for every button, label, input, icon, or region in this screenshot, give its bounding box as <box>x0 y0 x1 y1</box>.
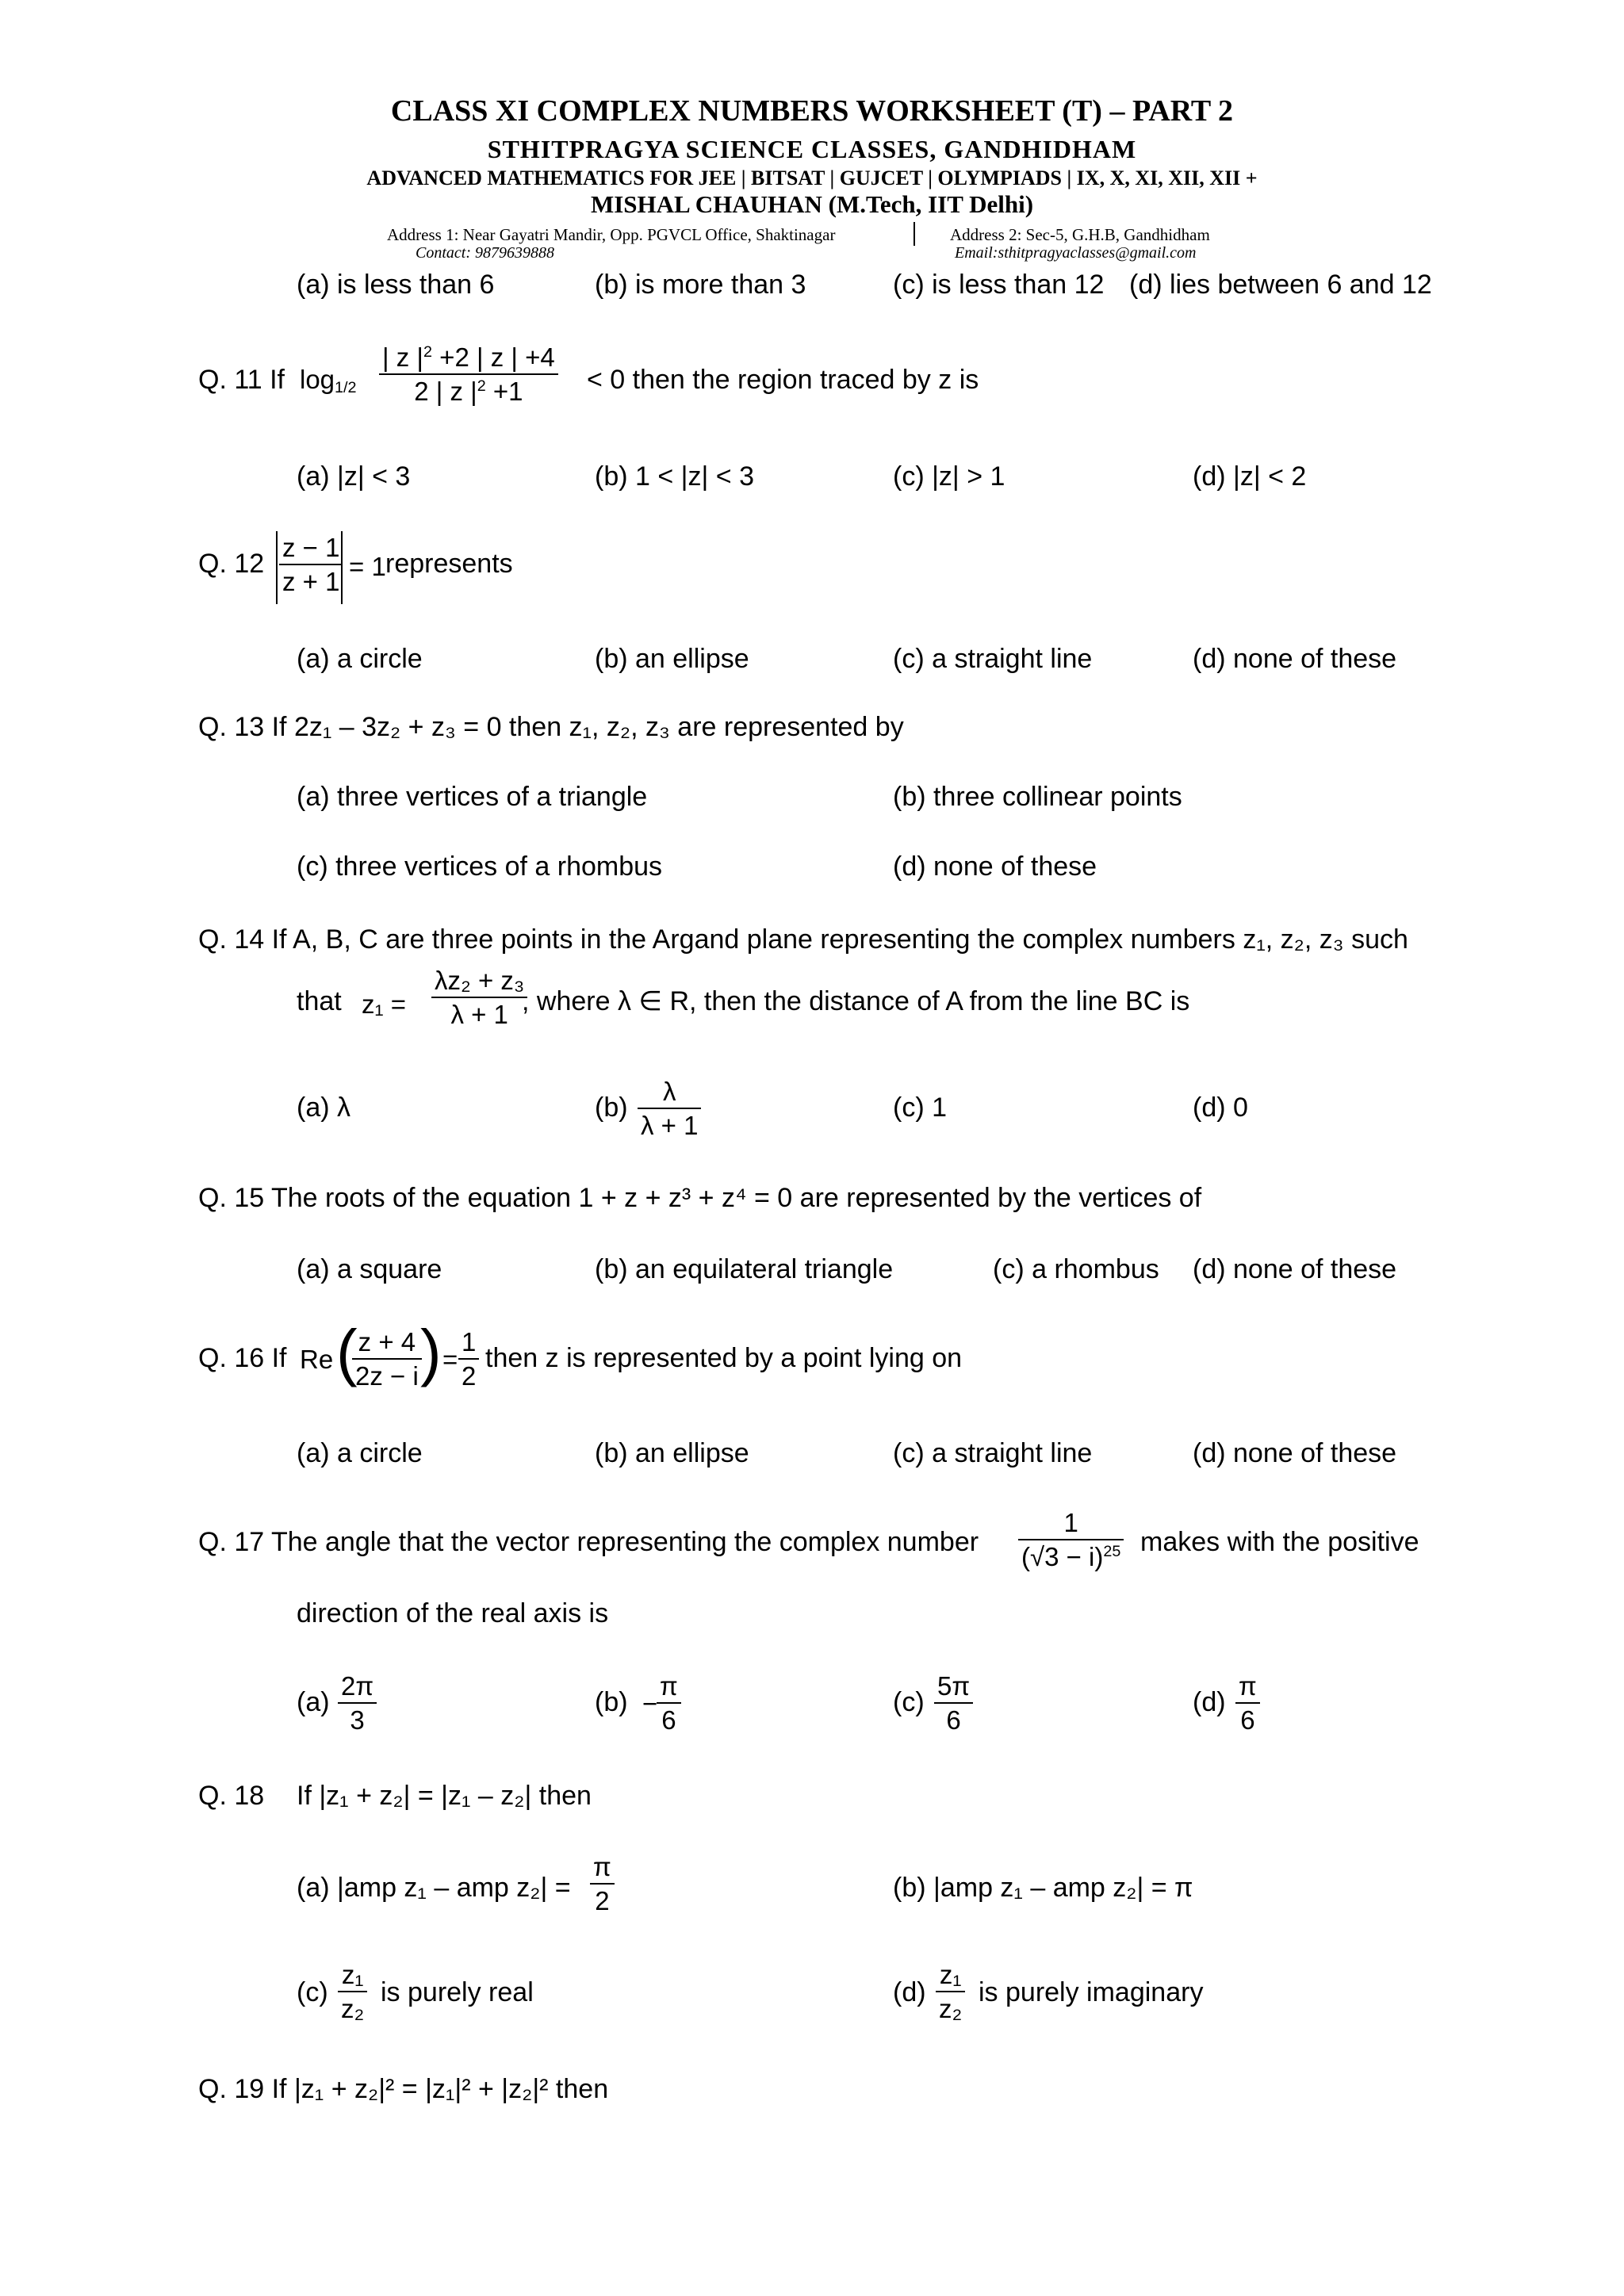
q17-fraction: $\frac{1}{(√3 - i)^{25}}$ <box>1018 1510 1124 1570</box>
q16-label: Q. 16 If <box>198 1343 287 1373</box>
q16-equals: = <box>442 1345 458 1374</box>
q17-option-d-label: (d) <box>1193 1687 1226 1717</box>
q17-text-line1: Q. 17 The angle that the vector representing the complex number <box>198 1527 979 1557</box>
q17-option-b-label: (b) <box>595 1687 628 1717</box>
q18-label: Q. 18 <box>198 1781 265 1811</box>
q17-text-line2: direction of the real axis is <box>297 1598 609 1628</box>
tagline: ADVANCED MATHEMATICS FOR JEE | BITSAT | GUJCET | OLYMPIADS | IX, X, XI, XII, XII + <box>366 166 1258 189</box>
q18-option-c-text: is purely real <box>381 1977 534 2007</box>
q12-option-c: (c) a straight line <box>893 644 1093 674</box>
q15-option-b: (b) an equilateral triangle <box>595 1254 894 1284</box>
q17-option-b-sign: − <box>642 1689 658 1718</box>
q18-text: If |z₁ + z₂| = |z₁ – z₂| then <box>297 1781 592 1811</box>
q15-option-c: (c) a rhombus <box>993 1254 1159 1284</box>
q18-option-d-fraction: $\frac{\text{z₁}}{\text{z₂}}$ <box>936 1961 965 2022</box>
q11-option-b: (b) 1 < |z| < 3 <box>595 461 754 492</box>
worksheet-title: CLASS XI COMPLEX NUMBERS WORKSHEET (T) – PART 2 <box>390 94 1234 128</box>
q14-option-d: (d) 0 <box>1193 1093 1248 1123</box>
q13-option-d: (d) none of these <box>893 851 1097 882</box>
q19-text: Q. 19 If |z₁ + z₂|² = |z₁|² + |z₂|² then <box>198 2074 609 2104</box>
q11-fraction: $\frac{| z |^2 +2 | z | +4}{2 | z |^2 +1}$ <box>379 344 558 404</box>
contact-phone: Contact: 9879639888 <box>416 244 554 262</box>
q17-option-d-fraction: $\frac{\pi}{6}$ <box>1235 1673 1260 1733</box>
q10-option-c: (c) is less than 12 <box>893 270 1105 300</box>
q16-option-b: (b) an ellipse <box>595 1438 749 1468</box>
q12-fraction: $\frac{z - 1}{z + 1}$ <box>279 534 343 595</box>
q14-text-line1: Q. 14 If A, B, C are three points in the Argand plane representing the complex numbers z₁, z₂, z₃ such <box>198 924 1408 955</box>
q13-option-a: (a) three vertices of a triangle <box>297 782 648 812</box>
q16-fraction: $\frac{z + 4}{2z - i}$ <box>352 1329 422 1389</box>
q15-text: Q. 15 The roots of the equation 1 + z + z³ + z⁴ = 0 are represented by the vertices of <box>198 1183 1202 1213</box>
q13-option-b: (b) three collinear points <box>893 782 1182 812</box>
q16-option-a: (a) a circle <box>297 1438 423 1468</box>
q18-option-b: (b) |amp z₁ – amp z₂| = π <box>893 1873 1193 1903</box>
q16-option-d: (d) none of these <box>1193 1438 1397 1468</box>
q12-label: Q. 12 <box>198 549 265 579</box>
address-2: Address 2: Sec-5, G.H.B, Gandhidham <box>950 225 1210 244</box>
q14-that: that <box>297 986 342 1016</box>
q18-option-c-label: (c) <box>297 1977 328 2007</box>
q14-fraction: $\frac{\text{λz₂ + z₃}}{\lambda + 1}$ <box>431 967 527 1027</box>
teacher-name: MISHAL CHAUHAN (M.Tech, IIT Delhi) <box>590 190 1034 218</box>
q16-option-c: (c) a straight line <box>893 1438 1093 1468</box>
q17-text-tail: makes with the positive <box>1140 1527 1419 1557</box>
q11-label: Q. 11 If <box>198 365 285 395</box>
institute-name: STHITPRAGYA SCIENCE CLASSES, GANDHIDHAM <box>487 135 1137 163</box>
q17-option-a-fraction: $\frac{2\pi}{3}$ <box>338 1673 377 1733</box>
q13-text: Q. 13 If 2z₁ – 3z₂ + z₃ = 0 then z₁, z₂, z₃ are represented by <box>198 712 904 742</box>
q11-text: < 0 then the region traced by z is <box>587 365 979 395</box>
address-divider <box>914 222 915 246</box>
address-1: Address 1: Near Gayatri Mandir, Opp. PGVCL Office, Shaktinagar <box>387 225 836 244</box>
q18-option-d-text: is purely imaginary <box>979 1977 1204 2007</box>
q18-option-c-fraction: $\frac{\text{z₁}}{\text{z₂}}$ <box>338 1961 367 2022</box>
q11-log: $\log_{1/2}$ <box>300 365 357 396</box>
q14-option-c: (c) 1 <box>893 1093 947 1123</box>
q14-lhs: z₁ = <box>362 989 407 1019</box>
q17-option-c-fraction: $\frac{5\pi}{6}$ <box>934 1673 973 1733</box>
q12-text: represents <box>385 549 513 579</box>
q12-option-d: (d) none of these <box>1193 644 1397 674</box>
q17-option-c-label: (c) <box>893 1687 925 1717</box>
q16-text: then z is represented by a point lying on <box>485 1343 963 1373</box>
q12-option-a: (a) a circle <box>297 644 423 674</box>
q10-option-a: (a) is less than 6 <box>297 270 495 300</box>
q16-right-paren: ) <box>420 1317 442 1387</box>
q11-option-d: (d) |z| < 2 <box>1193 461 1307 492</box>
q14-option-b-fraction: $\frac{\lambda}{\lambda + 1}$ <box>638 1078 701 1138</box>
q15-option-a: (a) a square <box>297 1254 442 1284</box>
q18-option-a-fraction: $\frac{\pi}{2}$ <box>590 1854 615 1914</box>
q11-option-c: (c) |z| > 1 <box>893 461 1005 492</box>
contact-email: Email:sthitpragyaclasses@gmail.com <box>955 244 1197 262</box>
q14-option-a: (a) λ <box>297 1093 350 1123</box>
q18-option-d-label: (d) <box>893 1977 926 2007</box>
q16-rhs-fraction: $\frac{1}{2}$ <box>458 1329 479 1389</box>
q11-option-a: (a) |z| < 3 <box>297 461 411 492</box>
q17-option-a-label: (a) <box>297 1687 330 1717</box>
q16-re: Re <box>300 1345 334 1374</box>
q10-option-d: (d) lies between 6 and 12 <box>1129 270 1432 300</box>
q17-option-b-fraction: $\frac{\pi}{6}$ <box>657 1673 681 1733</box>
q13-option-c: (c) three vertices of a rhombus <box>297 851 663 882</box>
q12-equals: = 1 <box>349 552 386 581</box>
q18-option-a: (a) |amp z₁ – amp z₂| = <box>297 1873 571 1903</box>
q12-option-b: (b) an ellipse <box>595 644 749 674</box>
q14-text-tail: , where λ ∈ R, then the distance of A from the line BC is <box>522 986 1190 1016</box>
q15-option-d: (d) none of these <box>1193 1254 1397 1284</box>
q10-option-b: (b) is more than 3 <box>595 270 806 300</box>
q16-left-paren: ( <box>336 1317 358 1387</box>
q14-option-b-label: (b) <box>595 1093 628 1123</box>
